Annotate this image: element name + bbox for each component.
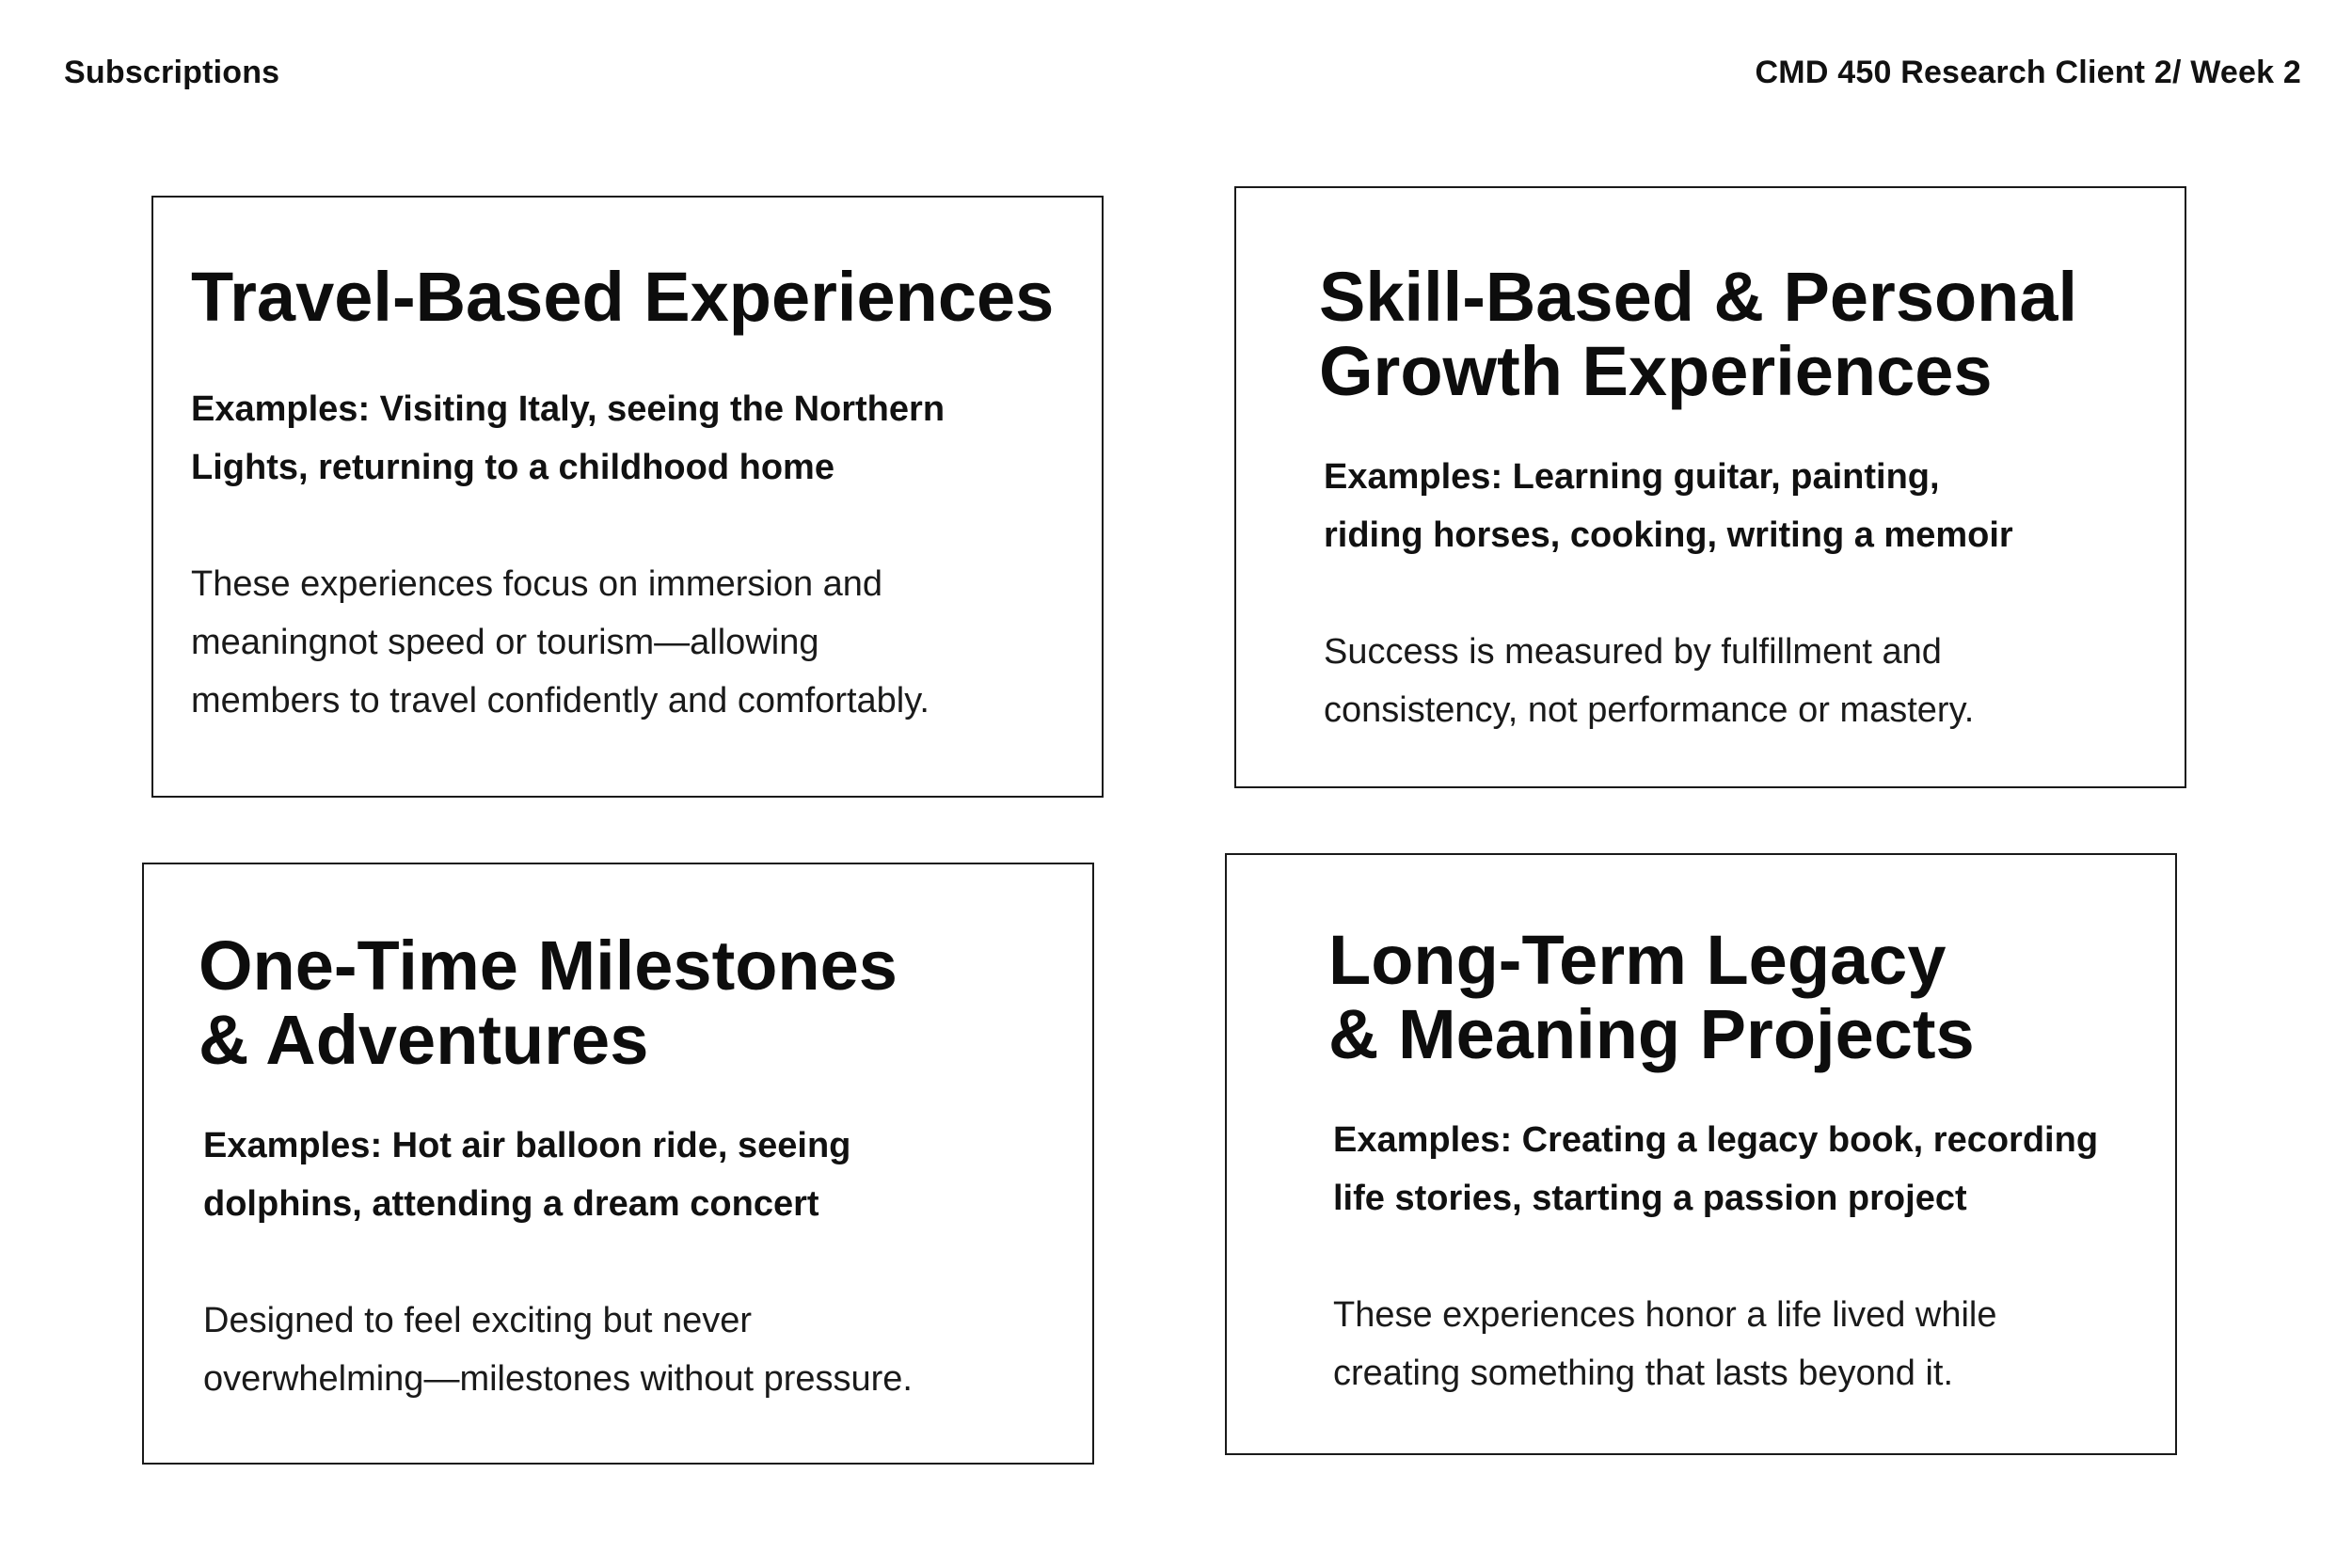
section-label: Subscriptions [64, 55, 280, 90]
card-description: These experiences honor a life lived while creating something that lasts beyond it. [1333, 1295, 1997, 1393]
card-title: Skill-Based & Personal Growth Experiences [1319, 258, 2078, 410]
card-description: Designed to feel exciting but never overwhelming—milestones without pressure. [203, 1301, 913, 1399]
card-examples: Examples: Hot air balloon ride, seeing dolphins, attending a dream concert [203, 1126, 851, 1224]
card-skill-based-growth-experiences [1234, 186, 2186, 788]
card-examples: Examples: Learning guitar, painting, riding horses, cooking, writing a memoir [1324, 457, 2013, 555]
course-label: CMD 450 Research Client 2/ Week 2 [1755, 55, 2301, 90]
card-title: One-Time Milestones & Adventures [199, 927, 898, 1079]
card-title: Long-Term Legacy & Meaning Projects [1328, 921, 1975, 1073]
card-description: These experiences focus on immersion and meaningnot speed or tourism—allowing members to travel confidently and comfortably. [191, 564, 930, 721]
card-travel-based-experiences [151, 196, 1104, 798]
card-description: Success is measured by fulfillment and consistency, not performance or mastery. [1324, 632, 1975, 730]
card-long-term-legacy-projects [1225, 853, 2177, 1455]
card-examples: Examples: Visiting Italy, seeing the Northern Lights, returning to a childhood home [191, 389, 946, 487]
card-examples: Examples: Creating a legacy book, recording life stories, starting a passion project [1333, 1120, 2099, 1218]
card-title: Travel-Based Experiences [191, 258, 1055, 336]
card-one-time-milestones [142, 863, 1094, 1465]
